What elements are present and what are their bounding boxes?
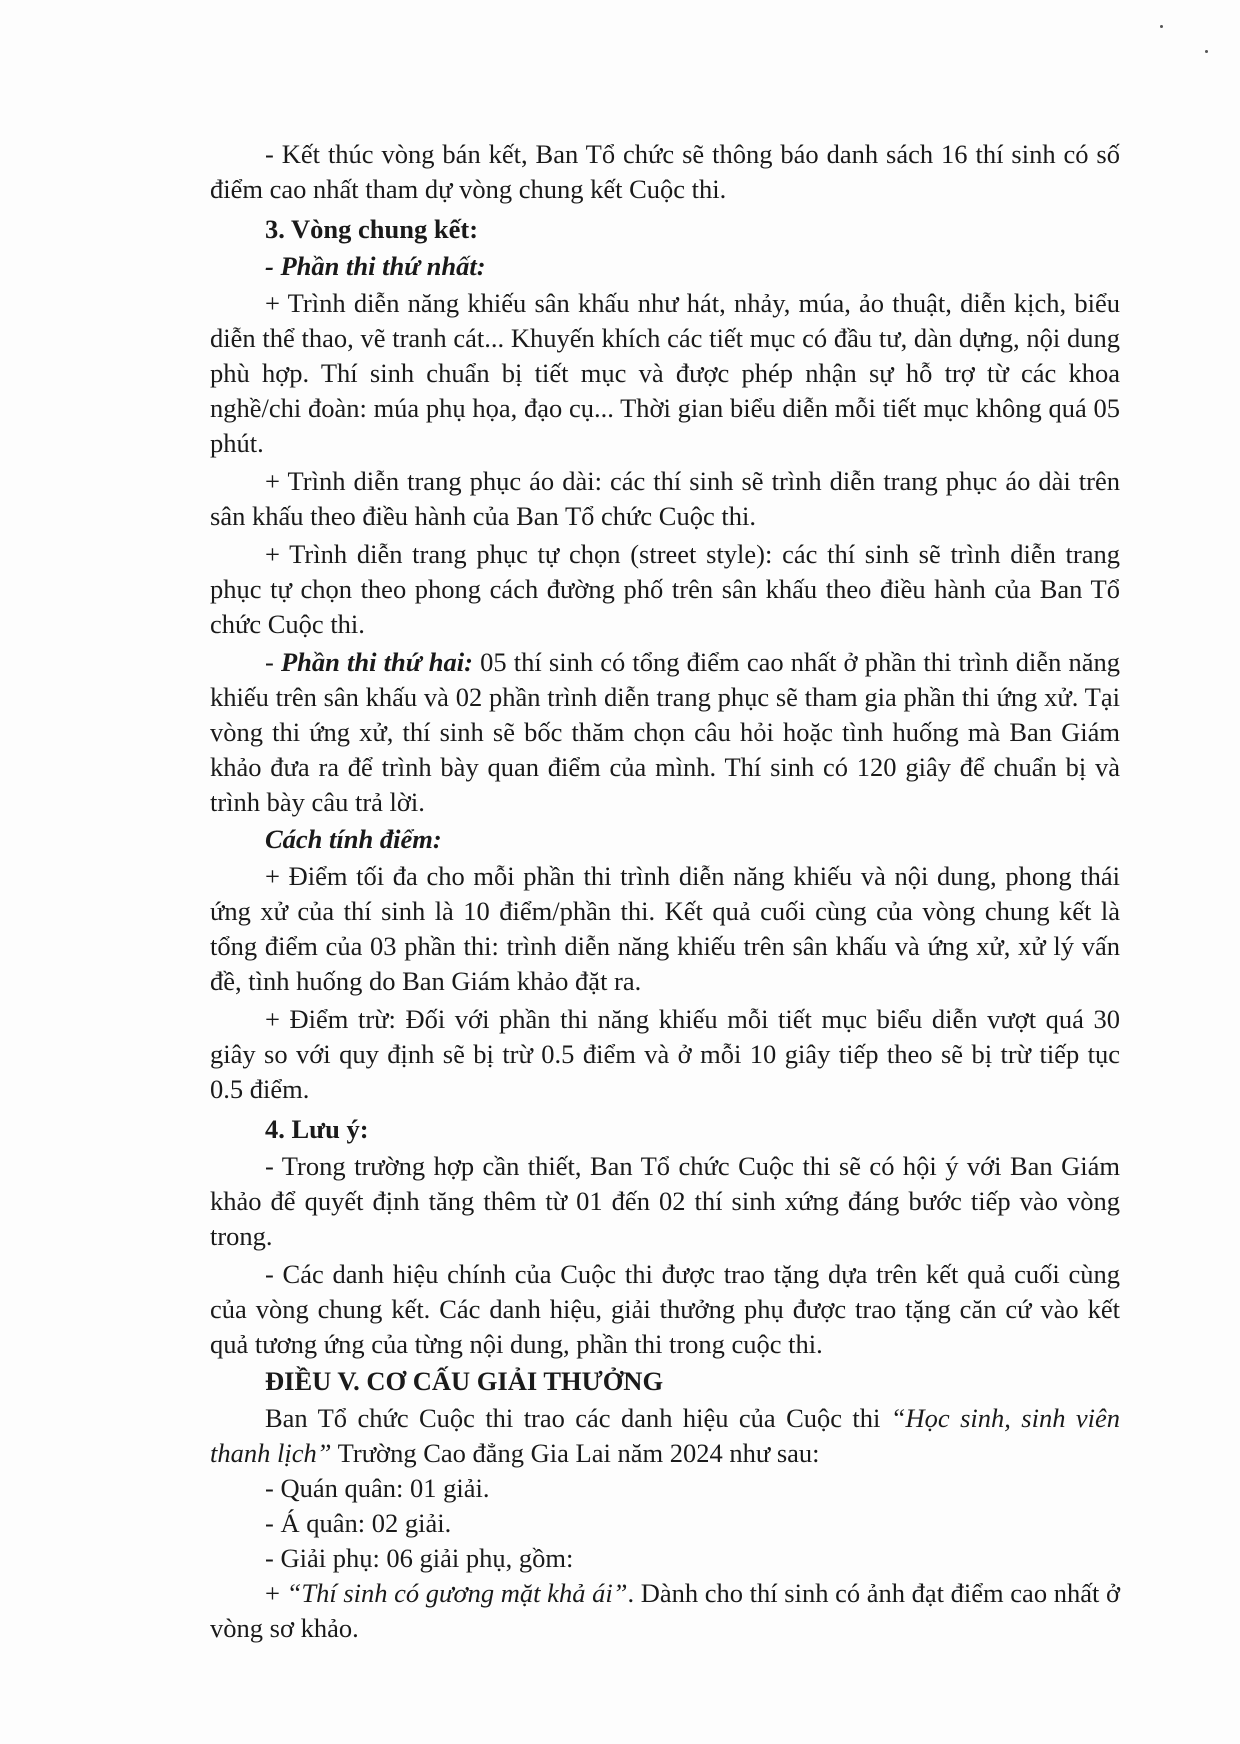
list-item-runner-up: - Á quân: 02 giải.	[265, 1508, 452, 1538]
scan-speck	[1205, 50, 1208, 53]
paragraph-ao-dai: + Trình diễn trang phục áo dài: các thí sinh sẽ trình diễn trang phục áo dài trên sân khấu theo điều hành của Ban Tổ chức Cuộc thi.	[210, 466, 1120, 531]
awards-intro-text-end: Trường Cao đẳng Gia Lai năm 2024 như sau:	[331, 1438, 820, 1468]
contest-name-quote: “Học sinh, sinh viên thanh lịch”	[210, 1403, 1120, 1468]
list-item-champion: - Quán quân: 01 giải.	[265, 1473, 490, 1503]
list-item-sub-awards: - Giải phụ: 06 giải phụ, gồm:	[265, 1543, 574, 1573]
article-v-heading: ĐIỀU V. CƠ CẤU GIẢI THƯỞNG	[265, 1366, 664, 1396]
paragraph-awards-intro	[210, 1401, 1120, 1471]
section-heading-notes: 4. Lưu ý:	[265, 1114, 369, 1144]
scoring-heading: Cách tính điểm:	[265, 824, 442, 854]
section-heading-final-round: 3. Vòng chung kết:	[265, 214, 479, 244]
part-two-text: 05 thí sinh có tổng điểm cao nhất ở phần thi trình diễn năng khiếu trên sân khấu và 02 phần trình diễn trang phục sẽ tham gia phần thi ứng xử. Tại vòng thi ứng xử, thí sinh sẽ bốc thăm chọn câu hỏi hoặc tình huống mà Ban Giám khảo đưa ra để trình bày quan điểm của mình. Thí sinh có 120 giây để chuẩn bị và trình bày câu trả lời.	[210, 647, 1120, 817]
part-two-heading: Phần thi thứ hai:	[280, 647, 473, 677]
paragraph-friendly-face-award	[210, 1576, 1120, 1646]
award-name-quote: “Thí sinh có gương mặt khả ái”	[286, 1578, 628, 1608]
award-plus: +	[265, 1578, 287, 1608]
paragraph-penalty: + Điểm trừ: Đối với phần thi năng khiếu mỗi tiết mục biểu diễn vượt quá 30 giây so với quy định sẽ bị trừ 0.5 điểm và ở mỗi 10 giây tiếp theo sẽ bị trừ tiếp tục 0.5 điểm.	[210, 1004, 1120, 1104]
paragraph-note-extra-contestants: - Trong trường hợp cần thiết, Ban Tổ chức Cuộc thi sẽ có hội ý với Ban Giám khảo để quyết định tăng thêm từ 01 đến 02 thí sinh xứng đáng bước tiếp vào vòng trong.	[210, 1151, 1120, 1251]
paragraph-max-score: + Điểm tối đa cho mỗi phần thi trình diễn năng khiếu và nội dung, phong thái ứng xử của thí sinh là 10 điểm/phần thi. Kết quả cuối cùng của vòng chung kết là tổng điểm của 03 phần thi: trình diễn năng khiếu trên sân khấu và ứng xử, xử lý vấn đề, tình huống do Ban Giám khảo đặt ra.	[210, 861, 1120, 996]
paragraph-part-two	[210, 645, 1120, 820]
part-two-dash: -	[265, 647, 281, 677]
awards-intro-text: Ban Tổ chức Cuộc thi trao các danh hiệu của Cuộc thi	[265, 1403, 891, 1433]
part-one-heading: - Phần thi thứ nhất:	[265, 251, 486, 281]
paragraph-note-titles: - Các danh hiệu chính của Cuộc thi được trao tặng dựa trên kết quả cuối cùng của vòng chung kết. Các danh hiệu, giải thưởng phụ được trao tặng căn cứ vào kết quả tương ứng của từng nội dung, phần thi trong cuộc thi.	[210, 1259, 1120, 1359]
paragraph-street-style: + Trình diễn trang phục tự chọn (street style): các thí sinh sẽ trình diễn trang phục tự chọn theo phong cách đường phố trên sân khấu theo điều hành của Ban Tổ chức Cuộc thi.	[210, 539, 1120, 639]
paragraph-semifinal-result: - Kết thúc vòng bán kết, Ban Tổ chức sẽ thông báo danh sách 16 thí sinh có số điểm cao nhất tham dự vòng chung kết Cuộc thi.	[210, 139, 1120, 204]
paragraph-talent-performance: + Trình diễn năng khiếu sân khấu như hát, nhảy, múa, ảo thuật, diễn kịch, biểu diễn thể thao, vẽ tranh cát... Khuyến khích các tiết mục có đầu tư, dàn dựng, nội dung phù hợp. Thí sinh chuẩn bị tiết mục và được phép nhận sự hỗ trợ từ các khoa nghề/chi đoàn: múa phụ họa, đạo cụ... Thời gian biểu diễn mỗi tiết mục không quá 05 phút.	[210, 288, 1120, 458]
award-description: . Dành cho thí sinh có ảnh đạt điểm cao nhất ở vòng sơ khảo.	[210, 1578, 1120, 1643]
scan-speck	[1160, 25, 1163, 28]
